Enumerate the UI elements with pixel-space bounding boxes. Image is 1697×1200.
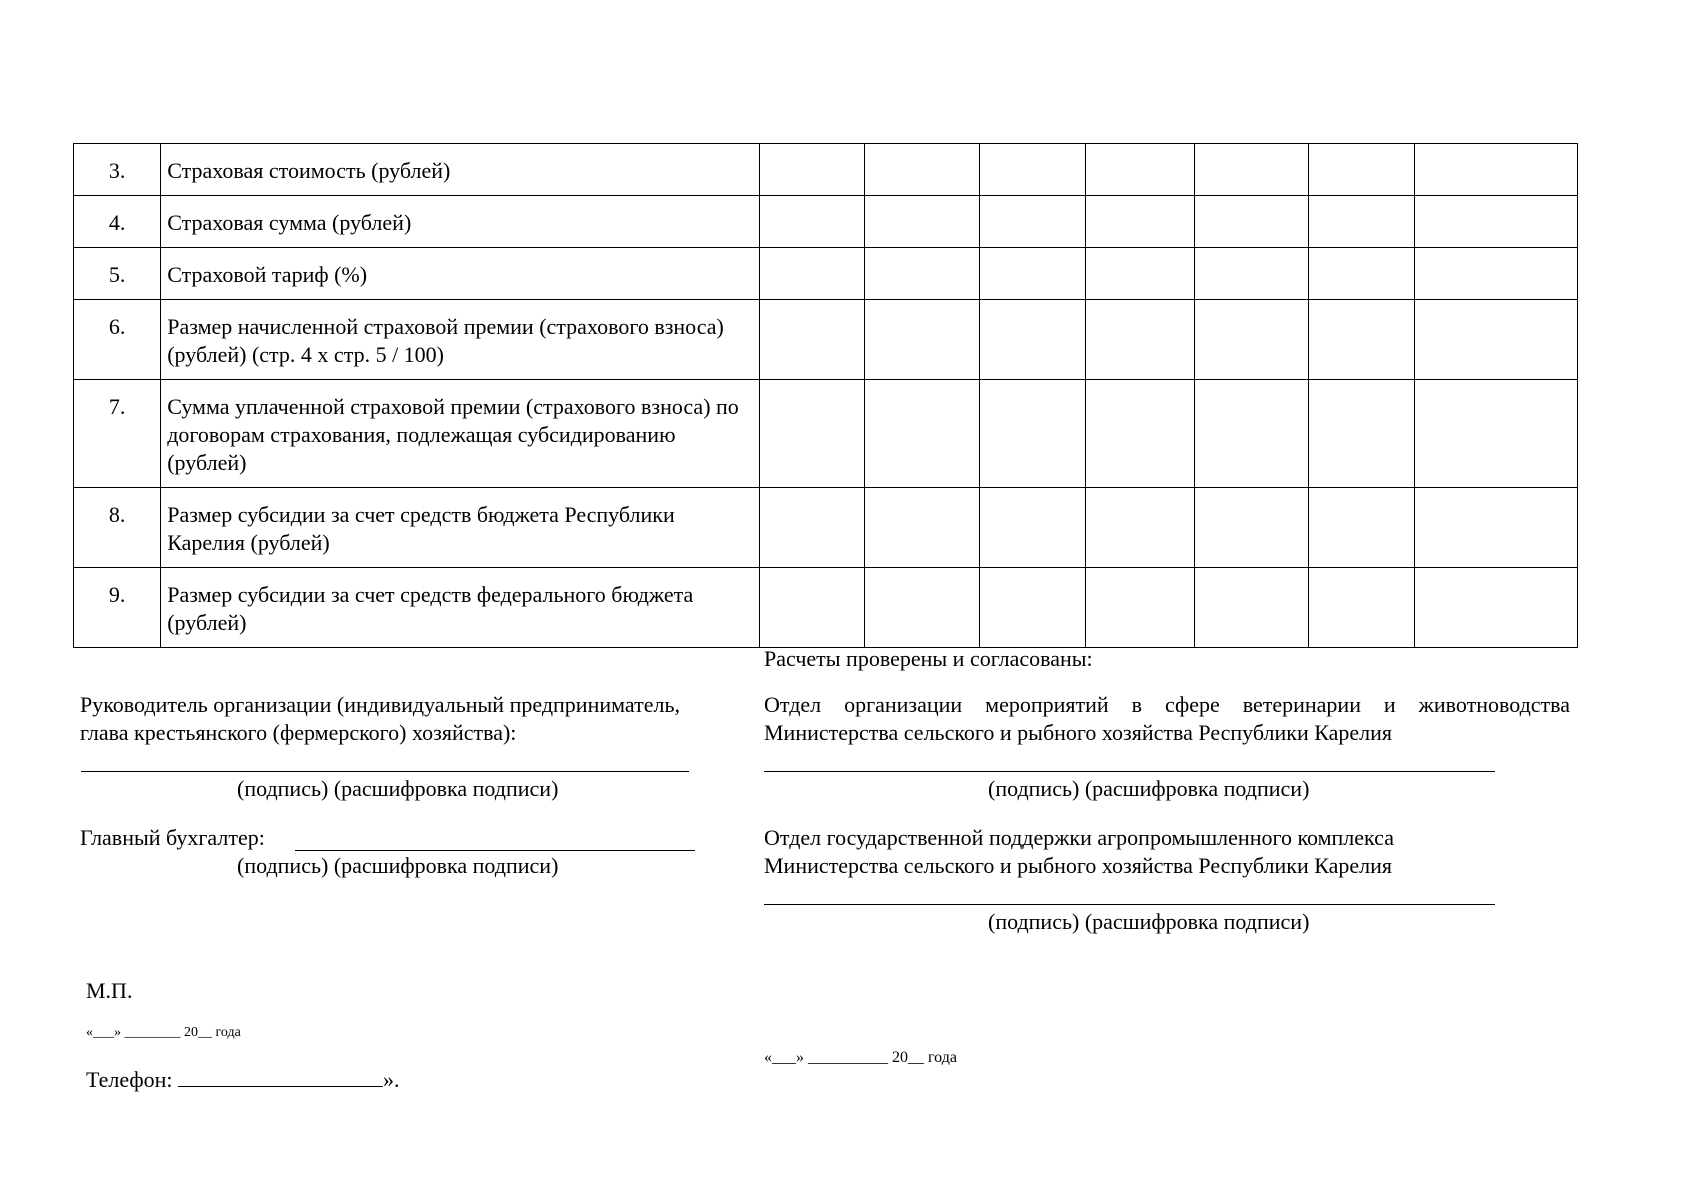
value-cell[interactable]	[759, 568, 864, 648]
dept1-line1: Отдел организации мероприятий в сфере ветеринарии и животноводства	[764, 692, 1570, 717]
table-row	[74, 144, 1578, 196]
value-cell[interactable]	[865, 568, 980, 648]
checked-label: Расчеты проверены и согласованы:	[764, 646, 1093, 671]
value-cell[interactable]	[980, 300, 1085, 380]
value-cell[interactable]	[980, 380, 1085, 488]
value-cell[interactable]	[1309, 248, 1415, 300]
value-cell[interactable]	[1085, 488, 1194, 568]
table-row	[74, 380, 1578, 488]
row-number: 8.	[74, 488, 161, 568]
value-cell[interactable]	[980, 568, 1085, 648]
value-cell[interactable]	[865, 196, 980, 248]
dept1-signature-line[interactable]	[764, 771, 1495, 772]
table-row	[74, 248, 1578, 300]
head-signature-caption: (подпись) (расшифровка подписи)	[237, 776, 559, 801]
value-cell[interactable]	[1415, 248, 1578, 300]
value-cell[interactable]	[1194, 488, 1308, 568]
value-cell[interactable]	[1309, 144, 1415, 196]
phone-row	[86, 1064, 400, 1094]
accountant-signature-line[interactable]	[295, 850, 695, 851]
row-number: 9.	[74, 568, 161, 648]
row-number: 7.	[74, 380, 161, 488]
left-date: «___» ________ 20__ года	[86, 1025, 241, 1040]
row-number: 5.	[74, 248, 161, 300]
value-cell[interactable]	[1085, 380, 1194, 488]
value-cell[interactable]	[1309, 380, 1415, 488]
value-cell[interactable]	[1415, 196, 1578, 248]
row-label: Размер субсидии за счет средств федерального бюджета (рублей)	[161, 568, 760, 648]
value-cell[interactable]	[865, 488, 980, 568]
value-cell[interactable]	[1085, 196, 1194, 248]
row-label: Сумма уплаченной страховой премии (страхового взноса) по договорам страхования, подлежащая субсидированию (рублей)	[161, 380, 760, 488]
row-number: 3.	[74, 144, 161, 196]
value-cell[interactable]	[865, 380, 980, 488]
phone-end: ».	[383, 1067, 400, 1092]
dept1-line2: Министерства сельского и рыбного хозяйства Республики Карелия	[764, 720, 1393, 745]
value-cell[interactable]	[980, 144, 1085, 196]
dept2-signature-caption: (подпись) (расшифровка подписи)	[988, 909, 1310, 934]
value-cell[interactable]	[865, 248, 980, 300]
dept2-line2: Министерства сельского и рыбного хозяйства Республики Карелия	[764, 853, 1393, 878]
row-label: Размер начисленной страховой премии (страхового взноса) (рублей) (стр. 4 x стр. 5 / 100)	[161, 300, 760, 380]
head-label-line2: глава крестьянского (фермерского) хозяйства):	[80, 720, 517, 745]
table-row	[74, 488, 1578, 568]
value-cell[interactable]	[1194, 568, 1308, 648]
table-row	[74, 568, 1578, 648]
head-signature-line[interactable]	[81, 771, 689, 772]
right-date: «___» __________ 20__ года	[764, 1049, 957, 1066]
value-cell[interactable]	[1415, 380, 1578, 488]
value-cell[interactable]	[1309, 196, 1415, 248]
row-label: Размер субсидии за счет средств бюджета Республики Карелия (рублей)	[161, 488, 760, 568]
value-cell[interactable]	[759, 300, 864, 380]
value-cell[interactable]	[1194, 380, 1308, 488]
value-cell[interactable]	[1085, 568, 1194, 648]
dept2-line1: Отдел государственной поддержки агропромышленного комплекса	[764, 825, 1394, 850]
value-cell[interactable]	[865, 300, 980, 380]
value-cell[interactable]	[980, 488, 1085, 568]
value-cell[interactable]	[1085, 144, 1194, 196]
row-number: 4.	[74, 196, 161, 248]
value-cell[interactable]	[1415, 300, 1578, 380]
head-label-line1: Руководитель организации (индивидуальный предприниматель,	[80, 692, 680, 717]
value-cell[interactable]	[1194, 248, 1308, 300]
table-row	[74, 300, 1578, 380]
value-cell[interactable]	[1194, 144, 1308, 196]
value-cell[interactable]	[759, 380, 864, 488]
row-number: 6.	[74, 300, 161, 380]
stamp-label: М.П.	[86, 978, 133, 1003]
value-cell[interactable]	[1194, 300, 1308, 380]
phone-input-line[interactable]	[178, 1064, 383, 1087]
subsidy-table	[73, 143, 1578, 648]
value-cell[interactable]	[1085, 300, 1194, 380]
value-cell[interactable]	[1415, 144, 1578, 196]
value-cell[interactable]	[865, 144, 980, 196]
value-cell[interactable]	[1415, 488, 1578, 568]
table-row	[74, 196, 1578, 248]
dept1-signature-caption: (подпись) (расшифровка подписи)	[988, 776, 1310, 801]
value-cell[interactable]	[759, 488, 864, 568]
value-cell[interactable]	[1415, 568, 1578, 648]
value-cell[interactable]	[1309, 568, 1415, 648]
row-label: Страховая стоимость (рублей)	[161, 144, 760, 196]
dept2-signature-line[interactable]	[764, 904, 1495, 905]
value-cell[interactable]	[759, 248, 864, 300]
value-cell[interactable]	[1309, 488, 1415, 568]
row-label: Страховой тариф (%)	[161, 248, 760, 300]
value-cell[interactable]	[980, 196, 1085, 248]
value-cell[interactable]	[1085, 248, 1194, 300]
value-cell[interactable]	[759, 144, 864, 196]
value-cell[interactable]	[1309, 300, 1415, 380]
value-cell[interactable]	[1194, 196, 1308, 248]
accountant-label: Главный бухгалтер:	[80, 825, 265, 850]
value-cell[interactable]	[980, 248, 1085, 300]
accountant-signature-caption: (подпись) (расшифровка подписи)	[237, 853, 559, 878]
row-label: Страховая сумма (рублей)	[161, 196, 760, 248]
phone-label: Телефон:	[86, 1067, 173, 1092]
value-cell[interactable]	[759, 196, 864, 248]
